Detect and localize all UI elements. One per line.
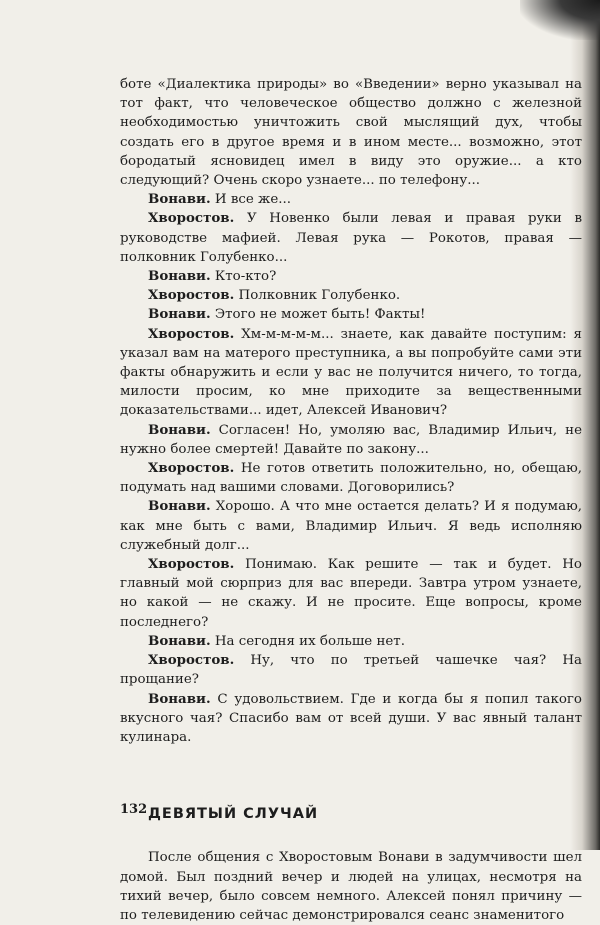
speaker-name: Хворостов. — [148, 325, 235, 342]
paragraph-text: С удовольствием. Где и когда бы я попил такого вкусного чая? Спасибо вам от всей души. У вас явный талант кулинара. — [120, 691, 582, 745]
page-number: 132 — [120, 802, 148, 817]
text-paragraph — [120, 209, 582, 267]
speaker-name: Хворостов. — [148, 460, 235, 477]
scan-corner-shadow — [520, 0, 600, 40]
text-paragraph — [120, 497, 582, 555]
text-paragraph — [120, 305, 582, 324]
speaker-name: Вонави. — [148, 498, 211, 515]
text-paragraph — [120, 555, 582, 632]
speaker-name: Вонави. — [148, 632, 211, 649]
paragraph-text: Хорошо. А что мне остается делать? И я подумаю, как мне быть с вами, Владимир Ильич. Я ведь исполняю служебный долг... — [120, 499, 582, 553]
paragraph-text: Ну, что по третьей чашечке чая? На прощание? — [120, 653, 582, 688]
text-paragraph — [120, 632, 582, 651]
paragraph-text: Согласен! Но, умоляю вас, Владимир Ильич, не нужно более смертей! Давайте по закону... — [120, 422, 582, 457]
paragraph-text: Хм-м-м-м-м... знаете, как давайте поступим: я указал вам на матерого преступника, а вы попробуйте сами эти факты обнаружить и если у вас не получится ничего, то тогда, милости просим, ко мне приходите за вещественными доказательствами... идет, Алексей Иванович? — [120, 326, 582, 419]
book-page — [120, 75, 582, 925]
paragraph-text: Этого не может быть! Факты! — [210, 307, 426, 323]
speaker-name: Вонави. — [148, 191, 211, 208]
paragraph-text: боте «Диалектика природы» во «Введении» верно указывал на тот факт, что человеческое общество должно с железной необходимостью уничтожить свой мыслящий дух, чтобы создать его в другое время и в ином месте... возможно, этот бородатый ясновидец имел в виду это оружие... а кто следующий? Очень скоро узнаете... по телефону... — [120, 77, 582, 189]
paragraph-text: У Новенко были левая и правая руки в руководстве мафией. Левая рука — Рокотов, правая — полковник Голубенко... — [120, 211, 582, 265]
text-paragraph — [120, 190, 582, 209]
text-paragraph — [120, 286, 582, 305]
text-paragraph — [120, 690, 582, 748]
paragraph-text: Кто-кто? — [210, 269, 277, 285]
paragraph-text: И все же... — [210, 192, 292, 208]
text-paragraph — [120, 421, 582, 459]
paragraph-text: На сегодня их больше нет. — [210, 633, 405, 649]
speaker-name: Вонави. — [148, 690, 211, 707]
paragraph-text: Понимаю. Как решите — так и будет. Но главный мой сюрприз для вас впереди. Завтра утром узнаете, но какой — не скажу. И не просите. Еще вопросы, кроме последнего? — [120, 557, 582, 630]
text-paragraph — [120, 325, 582, 421]
text-paragraph — [120, 459, 582, 497]
speaker-name: Хворостов. — [148, 287, 235, 304]
speaker-name: Хворостов. — [148, 652, 235, 669]
speaker-name: Вонави. — [148, 421, 211, 438]
text-paragraph — [120, 75, 582, 190]
speaker-name: Хворостов. — [148, 556, 235, 573]
speaker-name: Хворостов. — [148, 210, 235, 227]
text-paragraph — [120, 651, 582, 689]
chapter-paragraph: После общения с Хворостовым Вонави в задумчивости шел домой. Был поздний вечер и людей на улицах, несмотря на тихий вечер, было совсем немного. Алексей понял причину — по телевидению сейчас демонстрировался сеанс знаменитого — [120, 850, 582, 923]
paragraph-text: Не готов ответить положительно, но, обещаю, подумать над вашими словами. Договорились? — [120, 461, 582, 496]
text-paragraph — [120, 267, 582, 286]
speaker-name: Вонави. — [148, 306, 211, 323]
paragraph-text: Полковник Голубенко. — [234, 288, 401, 304]
chapter-title: ДЕВЯТЫЙ СЛУЧАЙ — [148, 806, 319, 823]
speaker-name: Вонави. — [148, 268, 211, 285]
dialogue-section — [120, 75, 582, 747]
